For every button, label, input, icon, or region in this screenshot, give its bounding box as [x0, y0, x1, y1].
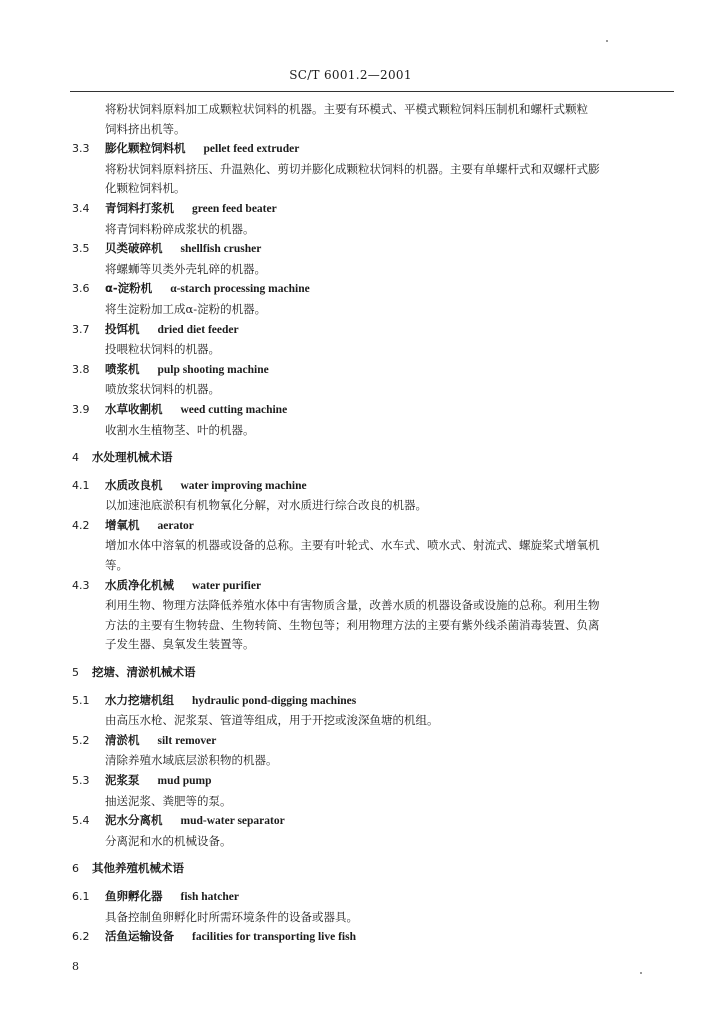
- term-english: hydraulic pond-digging machines: [192, 694, 357, 707]
- term-definition-line: 清除养殖水域底层淤积物的机器。: [105, 753, 278, 768]
- term-heading: [72, 887, 672, 908]
- section-number: 6: [72, 862, 79, 876]
- term-definition-line: 喷放浆状饲料的机器。: [105, 382, 220, 397]
- term-heading: [72, 731, 672, 752]
- section-heading: [72, 859, 672, 879]
- term-english: water purifier: [192, 579, 262, 592]
- term-chinese: 青饲料打浆机: [105, 200, 174, 215]
- term-entry: [72, 400, 672, 440]
- term-entry: [72, 360, 672, 400]
- section-title: 其他养殖机械术语: [92, 861, 184, 876]
- term-entry: [72, 516, 672, 576]
- term-chinese: 水质改良机: [105, 477, 163, 492]
- scan-speck: [640, 972, 642, 974]
- term-definition-line: 将螺蛳等贝类外壳轧碎的机器。: [105, 261, 266, 276]
- term-number: 5.1: [72, 693, 90, 707]
- page-header: SC/T 6001.2—2001: [289, 68, 412, 82]
- term-heading: [72, 199, 672, 220]
- term-english: fish hatcher: [180, 890, 239, 903]
- continuation-paragraph: [72, 100, 672, 139]
- term-number: 3.6: [72, 282, 90, 296]
- term-heading: [72, 279, 672, 300]
- term-english: weed cutting machine: [180, 403, 288, 416]
- section-number: 4: [72, 451, 79, 465]
- section-number: 5: [72, 666, 79, 680]
- term-chinese: 水草收割机: [105, 401, 163, 416]
- term-chinese: 泥水分离机: [105, 813, 163, 828]
- term-heading: [72, 927, 672, 948]
- term-chinese: 水力挖塘机组: [105, 692, 174, 707]
- term-english: α-starch processing machine: [170, 283, 310, 296]
- term-english: green feed beater: [192, 202, 277, 215]
- term-definition-line: 子发生器、臭氧发生装置等。: [105, 637, 255, 652]
- term-number: 5.3: [72, 774, 90, 787]
- section-heading: [72, 663, 672, 683]
- term-entry: [72, 239, 672, 279]
- term-english: dried diet feeder: [157, 323, 239, 336]
- term-entry: [72, 771, 672, 811]
- continuation-line: 将粉状饲料原料加工成颗粒状饲料的机器。主要有环模式、平模式颗粒饲料压制机和螺杆式颗粒: [105, 102, 588, 116]
- term-chinese: 膨化颗粒饲料机: [105, 141, 186, 156]
- term-definition-line: 增加水体中溶氧的机器或设备的总称。主要有叶轮式、水车式、喷水式、射流式、螺旋桨式增氧机: [105, 538, 600, 553]
- term-number: 3.7: [72, 322, 90, 336]
- term-definition-line: 等。: [105, 558, 128, 573]
- term-heading: [72, 691, 672, 712]
- term-english: mud pump: [157, 775, 212, 787]
- term-chinese: α-淀粉机: [105, 281, 153, 296]
- term-chinese: 喷浆机: [105, 361, 140, 376]
- term-heading: [72, 139, 672, 160]
- term-definition-line: 方法的主要有生物转盘、生物转筒、生物包等；利用物理方法的主要有紫外线杀菌消毒装置、负离: [105, 617, 600, 632]
- term-english: water improving machine: [180, 479, 307, 492]
- term-definition-line: 由高压水枪、泥浆泵、管道等组成，用于开挖或浚深鱼塘的机组。: [105, 713, 439, 728]
- term-chinese: 水质净化机械: [105, 577, 174, 592]
- term-entry: [72, 691, 672, 731]
- term-heading: [72, 320, 672, 341]
- term-english: pulp shooting machine: [157, 363, 269, 376]
- term-definition-line: 分离泥和水的机械设备。: [105, 833, 232, 848]
- term-entry: [72, 887, 672, 927]
- term-heading: [72, 811, 672, 832]
- term-chinese: 鱼卵孵化器: [105, 888, 163, 903]
- term-entry: [72, 476, 672, 516]
- term-number: 5.2: [72, 733, 90, 747]
- term-definition-line: 收割水生植物茎、叶的机器。: [105, 422, 255, 437]
- term-number: 3.3: [72, 142, 90, 156]
- term-number: 3.4: [72, 201, 90, 215]
- term-number: 3.5: [72, 242, 90, 256]
- section-title: 水处理机械术语: [92, 450, 173, 465]
- term-english: aerator: [157, 519, 194, 532]
- continuation-line: 饲料挤出机等。: [105, 121, 186, 136]
- term-number: 6.2: [72, 930, 90, 944]
- term-chinese: 活鱼运输设备: [105, 929, 174, 944]
- term-number: 4.3: [72, 578, 90, 592]
- term-heading: [72, 400, 672, 421]
- term-chinese: 投饵机: [105, 321, 140, 336]
- scan-speck: [606, 40, 608, 42]
- term-entry: [72, 139, 672, 199]
- term-number: 5.4: [72, 814, 90, 828]
- term-definition-line: 投喂粒状饲料的机器。: [105, 342, 220, 357]
- term-chinese: 增氧机: [105, 517, 140, 532]
- term-heading: [72, 576, 672, 597]
- term-chinese: 泥浆泵: [105, 773, 140, 787]
- term-heading: [72, 516, 672, 537]
- term-entry: [72, 279, 672, 319]
- term-heading: [72, 771, 672, 792]
- term-english: facilities for transporting live fish: [192, 931, 356, 944]
- header-rule: [70, 91, 674, 92]
- term-chinese: 贝类破碎机: [105, 241, 163, 256]
- page-number: 8: [72, 960, 79, 973]
- term-entry: [72, 199, 672, 239]
- term-entry: [72, 576, 672, 655]
- term-definition-line: 将生淀粉加工成α-淀粉的机器。: [105, 301, 267, 316]
- term-english: mud-water separator: [180, 815, 285, 828]
- term-definition-line: 利用生物、物理方法降低养殖水体中有害物质含量，改善水质的机器设备或设施的总称。利用生物: [105, 598, 600, 613]
- term-heading: [72, 360, 672, 381]
- term-number: 4.2: [72, 518, 90, 532]
- term-entry: [72, 811, 672, 851]
- section-heading: [72, 448, 672, 468]
- page-content: [72, 100, 672, 948]
- section-title: 挖塘、清淤机械术语: [92, 665, 196, 680]
- term-number: 3.8: [72, 362, 90, 376]
- term-heading: [72, 239, 672, 260]
- term-english: silt remover: [157, 734, 217, 747]
- term-definition-line: 化颗粒饲料机。: [105, 181, 186, 196]
- term-entry: [72, 927, 672, 948]
- term-definition-line: 将粉状饲料原料挤压、升温熟化、剪切并膨化成颗粒状饲料的机器。主要有单螺杆式和双螺杆式膨: [105, 161, 600, 176]
- term-english: shellfish crusher: [180, 243, 262, 256]
- term-heading: [72, 476, 672, 497]
- term-english: pellet feed extruder: [203, 143, 300, 156]
- term-list: [72, 139, 672, 948]
- term-entry: [72, 731, 672, 771]
- term-number: 4.1: [72, 478, 90, 492]
- term-number: 6.1: [72, 889, 90, 903]
- term-definition-line: 抽送泥浆、粪肥等的泵。: [105, 793, 232, 808]
- term-definition-line: 将青饲料粉碎成浆状的机器。: [105, 221, 255, 236]
- term-chinese: 清淤机: [105, 732, 140, 747]
- term-definition-line: 具备控制鱼卵孵化时所需环境条件的设备或器具。: [105, 909, 358, 924]
- term-entry: [72, 320, 672, 360]
- term-number: 3.9: [72, 402, 90, 416]
- term-definition-line: 以加速池底淤积有机物氧化分解，对水质进行综合改良的机器。: [105, 498, 427, 513]
